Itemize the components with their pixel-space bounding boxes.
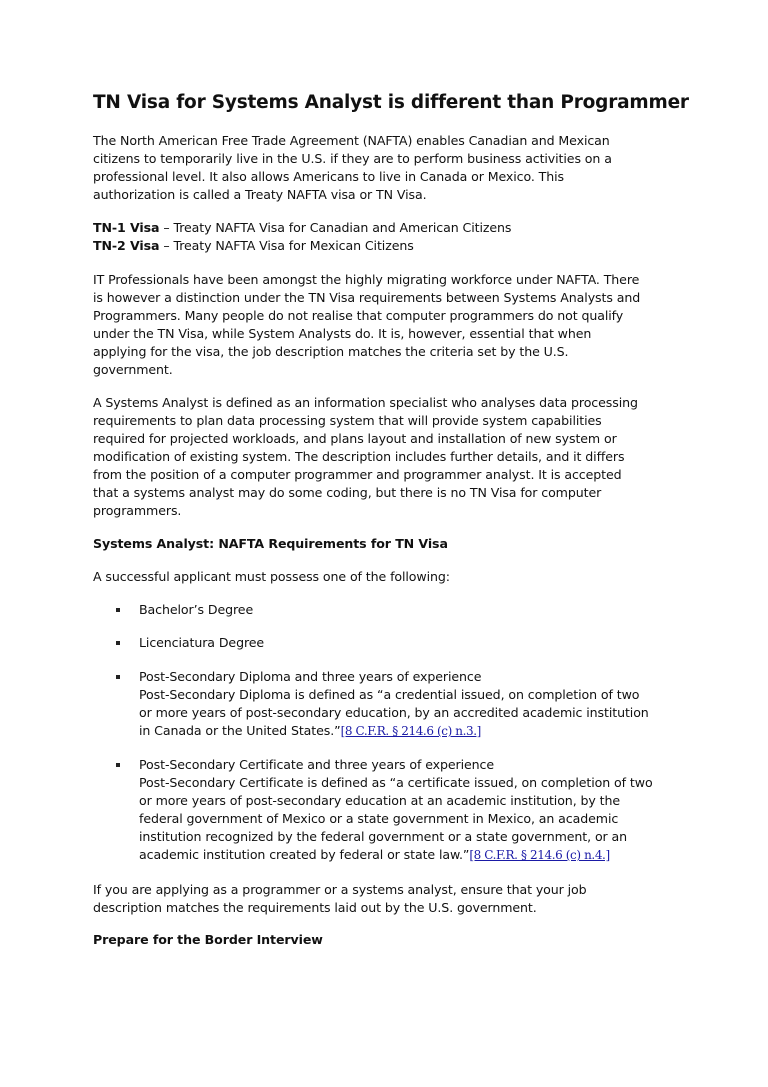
text-line-content: under the TN Visa, while System Analysts do. It is, however, essential that when	[93, 326, 592, 341]
tn2-text: – Treaty NAFTA Visa for Mexican Citizens	[159, 238, 414, 253]
bullet-item-bachelors	[139, 601, 253, 619]
text-line	[93, 307, 640, 325]
text-line	[93, 150, 612, 168]
text-line	[139, 722, 649, 740]
text-line	[139, 704, 649, 722]
text-line-content: applying for the visa, the job description matches the criteria set by the U.S.	[93, 344, 569, 359]
text-line	[93, 466, 638, 484]
cfr-citation-link[interactable]: [8 C.F.R. § 214.6 (c) n.4.]	[469, 848, 610, 862]
text-line	[139, 756, 653, 774]
text-line-content: citizens to temporarily live in the U.S. if they are to perform business activities on a	[93, 151, 612, 166]
text-line	[93, 289, 640, 307]
text-line	[139, 846, 653, 864]
text-line-content: or more years of post-secondary education at an academic institution, by the	[139, 793, 621, 808]
text-line-content: academic institution created by federal or state law.”	[139, 847, 470, 862]
text-line	[139, 810, 653, 828]
bullet-icon	[116, 675, 120, 679]
text-line	[93, 899, 587, 917]
text-line	[93, 430, 638, 448]
tn1-text: – Treaty NAFTA Visa for Canadian and American Citizens	[159, 220, 512, 235]
bullet-icon	[116, 763, 120, 767]
text-line-content: professional level. It also allows Americans to live in Canada or Mexico. This	[93, 169, 565, 184]
intro-paragraph	[93, 132, 612, 204]
text-line-content: government.	[93, 362, 173, 377]
bullet-item-licenciatura	[139, 634, 264, 652]
tn2-line	[93, 237, 414, 255]
text-line	[93, 394, 638, 412]
text-line-content: Post-Secondary Diploma is defined as “a credential issued, on completion of two	[139, 687, 640, 702]
text-line-content: Post-Secondary Certificate is defined as “a certificate issued, on completion of two	[139, 775, 653, 790]
text-line	[139, 601, 253, 619]
text-line	[139, 668, 649, 686]
text-line-content: programmers.	[93, 503, 182, 518]
text-line-content: requirements to plan data processing system that will provide system capabilities	[93, 413, 602, 428]
text-line	[93, 502, 638, 520]
text-line-content: that a systems analyst may do some coding, but there is no TN Visa for computer	[93, 485, 602, 500]
text-line-content: Post-Secondary Certificate and three years of experience	[139, 757, 495, 772]
text-line	[93, 484, 638, 502]
page-title: TN Visa for Systems Analyst is different than Programmer	[93, 92, 689, 113]
text-line-content: in Canada or the United States.”	[139, 723, 341, 738]
text-line	[139, 634, 264, 652]
text-line	[139, 686, 649, 704]
text-line	[139, 792, 653, 810]
text-line	[93, 412, 638, 430]
text-line	[139, 828, 653, 846]
text-line-content: description matches the requirements laid out by the U.S. government.	[93, 900, 537, 915]
tn2-label: TN-2 Visa	[93, 238, 160, 253]
it-professionals-paragraph	[93, 271, 640, 379]
text-line	[93, 448, 638, 466]
text-line-content: Post-Secondary Diploma and three years of experience	[139, 669, 482, 684]
text-line-content: Licenciatura Degree	[139, 635, 265, 650]
text-line-content: Programmers. Many people do not realise that computer programmers do not qualify	[93, 308, 624, 323]
text-line-content: federal government of Mexico or a state government in Mexico, an academic	[139, 811, 619, 826]
text-line	[93, 271, 640, 289]
text-line	[93, 361, 640, 379]
text-line-content: If you are applying as a programmer or a systems analyst, ensure that your job	[93, 882, 587, 897]
text-line-content: Bachelor’s Degree	[139, 602, 254, 617]
text-line-content: A Systems Analyst is defined as an information specialist who analyses data processing	[93, 395, 638, 410]
text-line	[93, 881, 587, 899]
text-line-content: from the position of a computer programmer and programmer analyst. It is accepted	[93, 467, 622, 482]
text-line	[93, 325, 640, 343]
text-line-content: modification of existing system. The description includes further details, and it differs	[93, 449, 625, 464]
text-line-content: authorization is called a Treaty NAFTA visa or TN Visa.	[93, 187, 427, 202]
text-line-content: required for projected workloads, and plans layout and installation of new system or	[93, 431, 617, 446]
tn1-line	[93, 219, 511, 237]
text-line-content: or more years of post-secondary education, by an accredited academic institution	[139, 705, 649, 720]
cfr-citation-link[interactable]: [8 C.F.R. § 214.6 (c) n.3.]	[340, 724, 481, 738]
bullet-item-certificate	[139, 756, 653, 864]
text-line	[139, 774, 653, 792]
systems-analyst-definition-paragraph	[93, 394, 638, 520]
text-line	[93, 168, 612, 186]
text-line-content: is however a distinction under the TN Visa requirements between Systems Analysts and	[93, 290, 641, 305]
section-heading-requirements: Systems Analyst: NAFTA Requirements for TN Visa	[93, 536, 448, 551]
text-line-content: IT Professionals have been amongst the highly migrating workforce under NAFTA. There	[93, 272, 640, 287]
bullet-item-diploma	[139, 668, 649, 740]
text-line-content: The North American Free Trade Agreement (NAFTA) enables Canadian and Mexican	[93, 133, 610, 148]
text-line	[93, 132, 612, 150]
section-heading-border-interview: Prepare for the Border Interview	[93, 932, 323, 947]
tn1-label: TN-1 Visa	[93, 220, 160, 235]
text-line	[93, 343, 640, 361]
requirements-intro: A successful applicant must possess one of the following:	[93, 569, 450, 584]
text-line-content: institution recognized by the federal government or a state government, or an	[139, 829, 628, 844]
bullet-icon	[116, 641, 120, 645]
bullet-icon	[116, 608, 120, 612]
text-line	[93, 186, 612, 204]
closing-paragraph	[93, 881, 587, 917]
